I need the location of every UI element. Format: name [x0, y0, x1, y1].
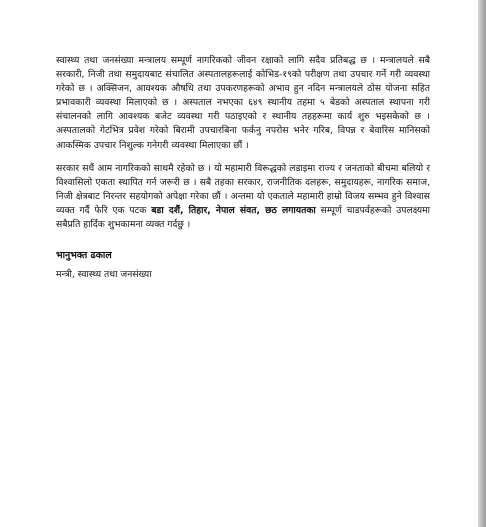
paragraph-2-text-start: सरकार सधैं आम नागरिकको साथमै रहेको छ । यो महामारी विरूद्धको लडाइमा राज्य र जनताको बीचमा बलियो र विश्वासिलो एकता स्थापित गर्न जरूरी छ । सबै तहका सरकार, राजनीतिक दलहरू, समुदायहरू, नागरिक समाज, निजी क्षेत्रबाट निरन्तर सहयोगको अपेक्षा गरेका छौं । अन्तमा यो एकताले महामारी हाम्रो विजय सम्भव हुने विश्वास व्यक्त गर्दै फेरि एक पटक	[56, 162, 430, 216]
paragraph-1: स्वास्थ्य तथा जनसंख्या मन्त्रालय सम्पूर्ण नागरिकको जीवन रक्षाको लागि सदैव प्रतिबद्ध छ । मन्त्रालयले सबै सरकारी, निजी तथा समुदायबाट संचालित अस्पतालहरूलाई कोभिड-१९को परीक्षण तथा उपचार गर्ने गरी व्यवस्था गरेको छ । अक्सिजन, आवश्यक औषधि तथा उपकरणहरूको अभाव हुन नदिन मन्त्रालयले ठोस योजना सहित प्रभावकारी व्यवस्था मिलाएको छ । अस्पताल नभएका ६४९ स्थानीय तहमा ५ बेडको अस्पताल स्थापना गरी संचालनको लागि आवश्यक बजेट व्यवस्था गरी पठाइएको र स्थानीय तहहरूमा कार्य शुरु भइसकेको छ । अस्पतालको गेटभित्र प्रवेश गरेको बिरामी उपचारबिना फर्कनु नपरोस भनेर गरिब, विपन्न र बेवारिस मानिसको आकस्मिक उपचार निशुल्क गनेगरी व्यवस्था मिलाएका छौं ।	[56, 55, 430, 151]
signatory-name: भानुभक्त ढकाल	[56, 250, 112, 262]
letter-body	[56, 54, 430, 280]
page-edge-shadow	[478, 0, 486, 527]
festival-names-bold: बडा दशैं, तिहार, नेपाल संवत, छठ लगायतका	[151, 204, 316, 216]
signatory-title: मन्त्री, स्वास्थ्य तथा जनसंख्या	[56, 269, 152, 281]
paragraph-2	[56, 162, 430, 232]
paragraph-2-text-end: सम्पूर्ण चाडपर्वहरूको उपलक्ष्यमा सबैप्रति हार्दिक शुभकामना व्यक्त गर्दछु ।	[56, 204, 430, 231]
